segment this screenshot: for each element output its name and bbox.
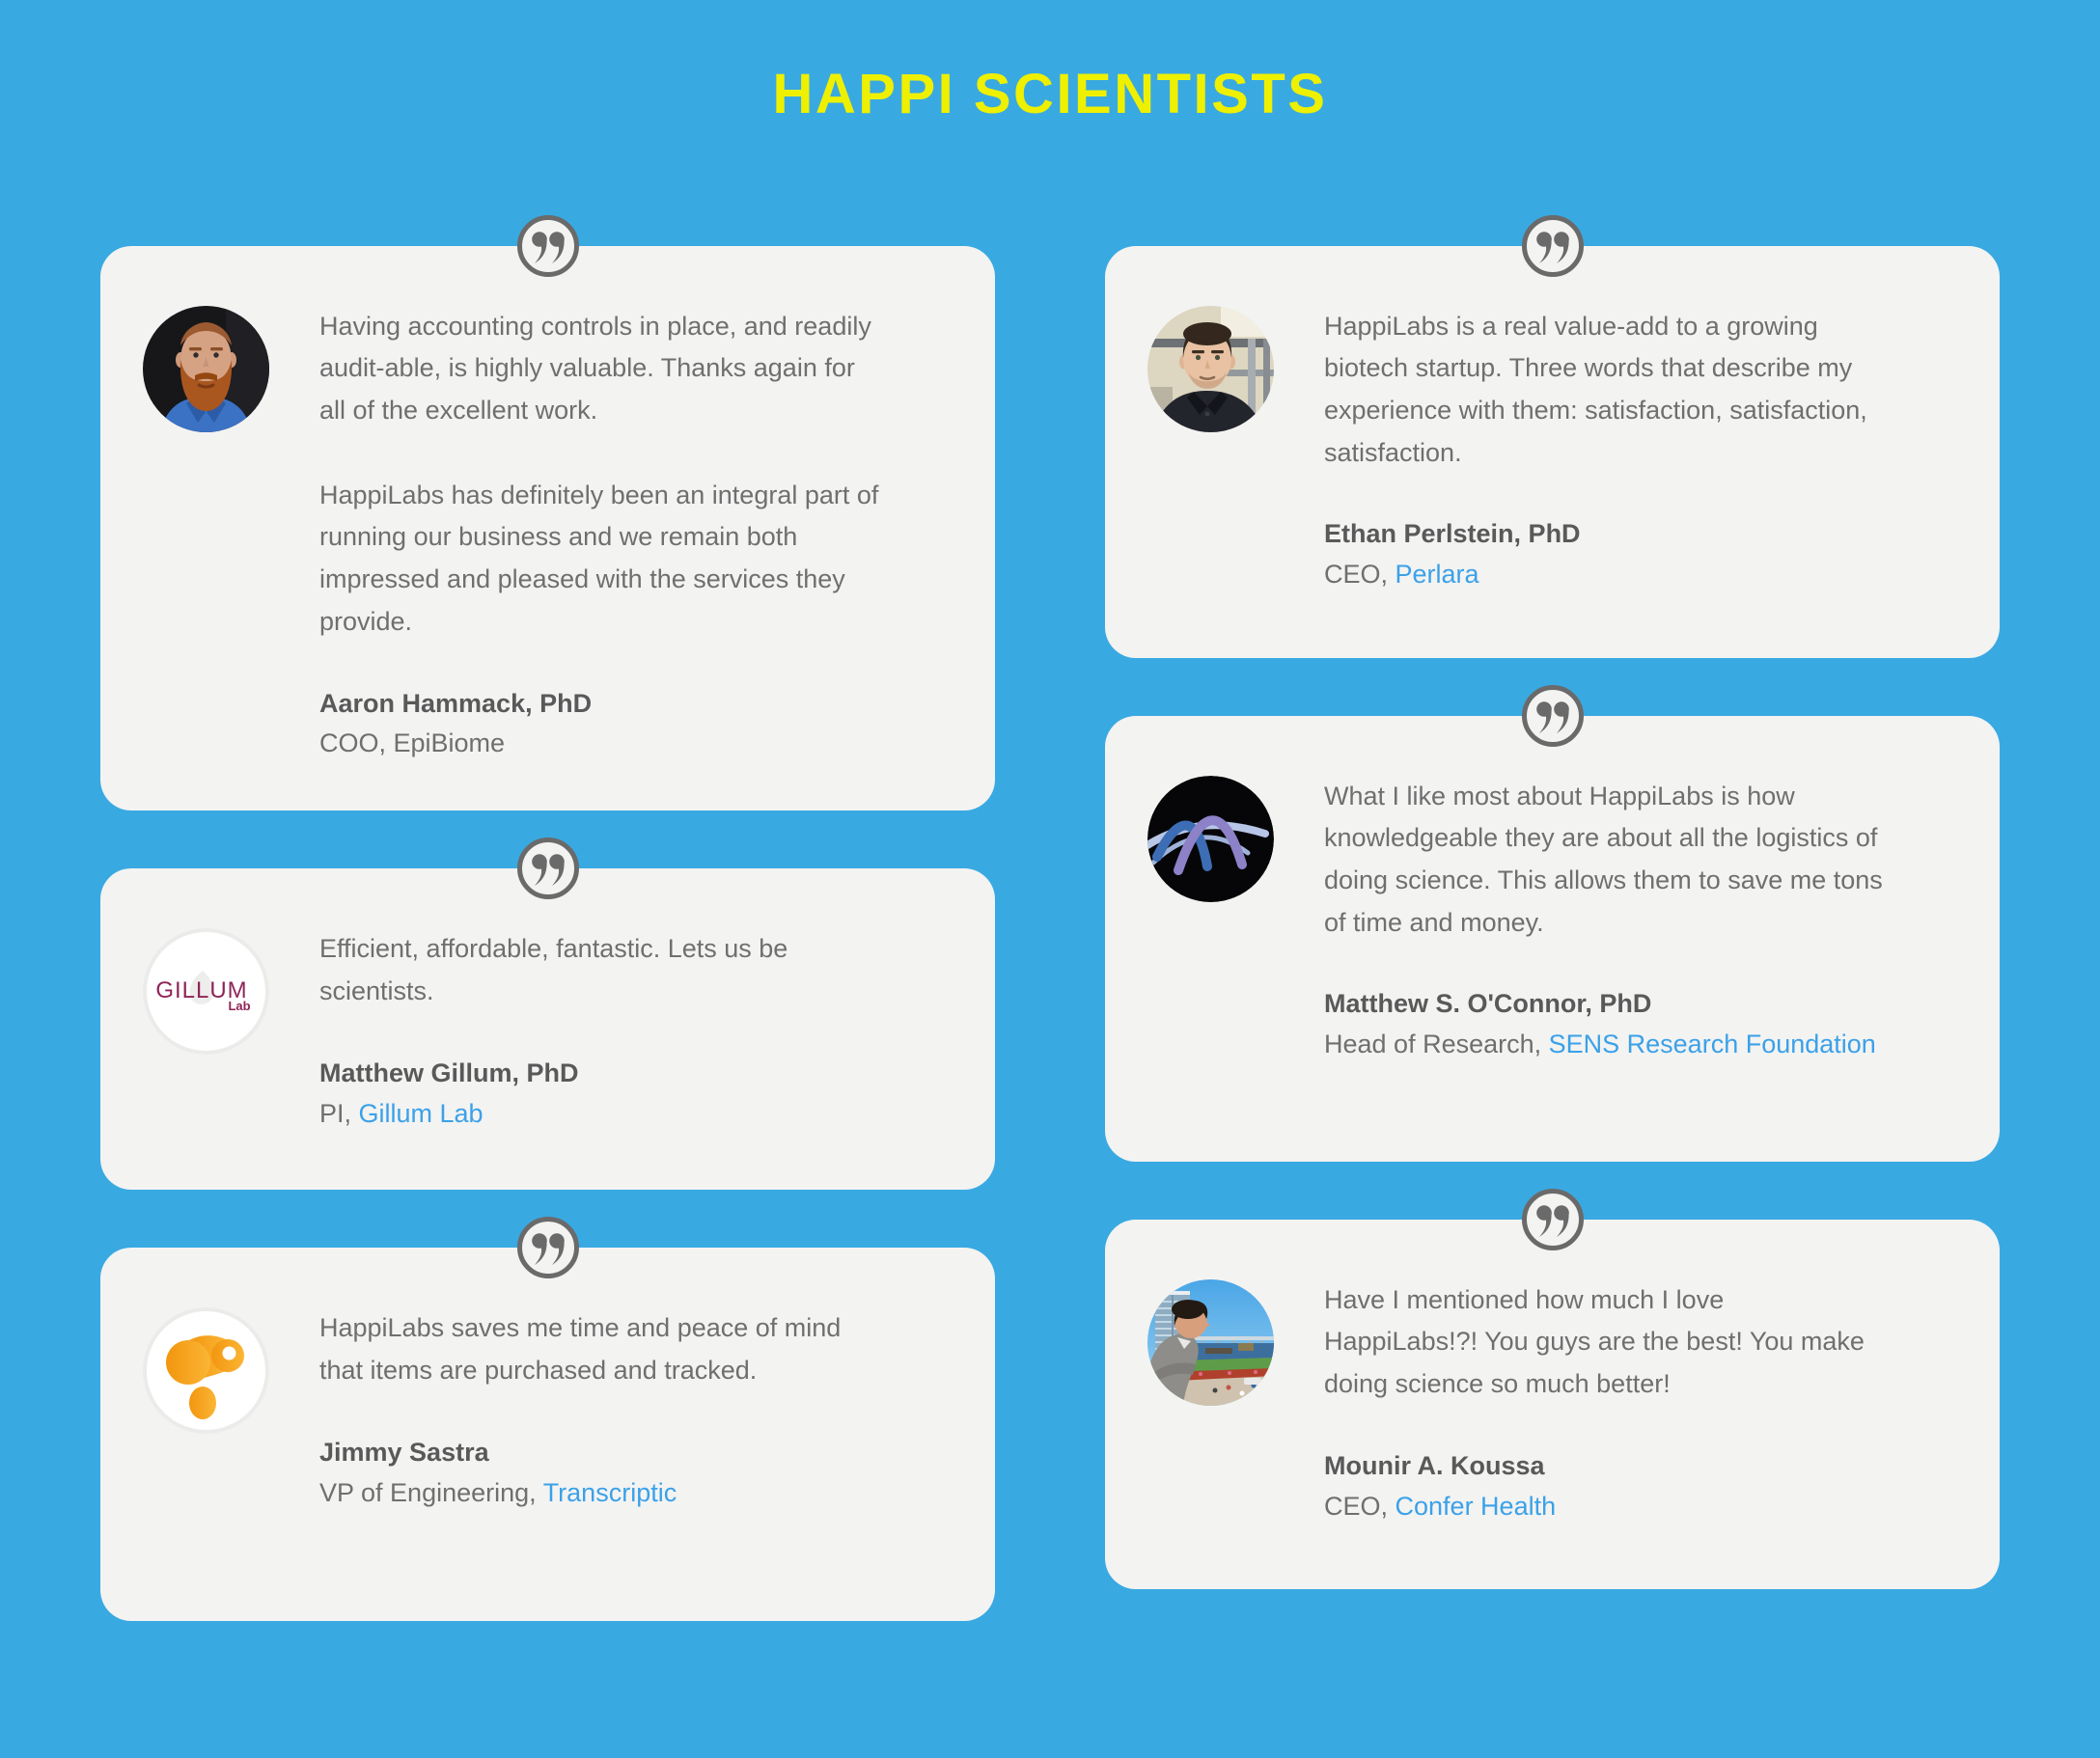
column-right bbox=[1105, 246, 2000, 1589]
role-text: Head of Research, bbox=[1324, 1030, 1549, 1059]
person-name: Matthew S. O'Connor, PhD bbox=[1324, 989, 1652, 1019]
role-text: COO, EpiBiome bbox=[319, 728, 506, 758]
person-name: Mounir A. Koussa bbox=[1324, 1450, 1545, 1480]
quote-text: Having accounting controls in place, and readily audit-able, is highly valuable. Thanks again for all of the excellent work. bbox=[319, 311, 871, 425]
person-block bbox=[319, 684, 879, 765]
role-text: PI, bbox=[319, 1098, 359, 1128]
avatar-ethan-perlstein-photo bbox=[1147, 306, 1274, 432]
gillum-logo-text: GILLUM bbox=[155, 977, 248, 1004]
person-role bbox=[319, 724, 879, 764]
person-name: Ethan Perlstein, PhD bbox=[1324, 519, 1581, 549]
avatar-sens-research-foundation-logo bbox=[1147, 776, 1274, 902]
person-name: Aaron Hammack, PhD bbox=[319, 688, 593, 718]
quote-text: Efficient, affordable, fantastic. Lets us be scientists. bbox=[319, 934, 788, 1006]
gillum-logo-sub: Lab bbox=[228, 999, 251, 1014]
person-role bbox=[319, 1473, 879, 1514]
person-name: Matthew Gillum, PhD bbox=[319, 1058, 579, 1087]
avatar-mounir-koussa-photo bbox=[1147, 1279, 1274, 1406]
person-role bbox=[1324, 555, 1884, 595]
org-link[interactable]: Transcriptic bbox=[542, 1477, 677, 1507]
person-role bbox=[319, 1094, 879, 1135]
role-text: CEO, bbox=[1324, 1491, 1395, 1521]
quote-icon bbox=[516, 1216, 580, 1279]
person-role bbox=[1324, 1487, 1884, 1527]
person-block bbox=[319, 1433, 879, 1514]
column-left bbox=[100, 246, 995, 1622]
person-block bbox=[1324, 1446, 1884, 1527]
page-title: HAPPI SCIENTISTS bbox=[772, 63, 1328, 125]
person-block bbox=[1324, 984, 1884, 1065]
role-text: VP of Engineering, bbox=[319, 1477, 543, 1507]
quote-icon bbox=[1521, 684, 1585, 748]
org-link[interactable]: Confer Health bbox=[1395, 1491, 1557, 1521]
org-link[interactable]: SENS Research Foundation bbox=[1548, 1030, 1876, 1059]
quote-text: Have I mentioned how much I love HappiLabs!?! You guys are the best! You make doing science so much better! bbox=[1324, 1284, 1865, 1398]
org-link[interactable]: Perlara bbox=[1395, 560, 1479, 590]
quote-text: HappiLabs is a real value-add to a growing biotech startup. Three words that describe my experience with them: satisfaction, satisfaction, satisfaction. bbox=[1324, 311, 1867, 467]
avatar-aaron-hammack-photo bbox=[143, 306, 269, 432]
person-name: Jimmy Sastra bbox=[319, 1437, 489, 1467]
avatar-transcriptic-logo bbox=[143, 1307, 269, 1434]
quote-text: HappiLabs has definitely been an integral part of running our business and we remain both impressed and pleased with the services they provide. bbox=[319, 480, 879, 636]
quote-icon bbox=[516, 837, 580, 900]
quote-icon bbox=[516, 214, 580, 278]
testimonial-card bbox=[100, 1248, 995, 1621]
role-text: CEO, bbox=[1324, 560, 1395, 590]
testimonial-card bbox=[1105, 716, 2000, 1162]
quote-text: What I like most about HappiLabs is how knowledgeable they are about all the logistics of doing science. This allows them to save me tons of time and money. bbox=[1324, 781, 1883, 937]
testimonial-card bbox=[100, 246, 995, 811]
quote-icon bbox=[1521, 214, 1585, 278]
quote-text: HappiLabs saves me time and peace of mind that items are purchased and tracked. bbox=[319, 1313, 842, 1386]
testimonials-grid bbox=[100, 246, 2000, 1622]
testimonial-card bbox=[1105, 246, 2000, 658]
org-link[interactable]: Gillum Lab bbox=[358, 1098, 484, 1128]
testimonial-card bbox=[1105, 1220, 2000, 1589]
person-block bbox=[1324, 514, 1884, 595]
avatar-gillum-lab-logo bbox=[143, 928, 269, 1055]
person-block bbox=[319, 1054, 879, 1135]
quote-icon bbox=[1521, 1188, 1585, 1251]
testimonial-card bbox=[100, 868, 995, 1190]
person-role bbox=[1324, 1025, 1884, 1065]
